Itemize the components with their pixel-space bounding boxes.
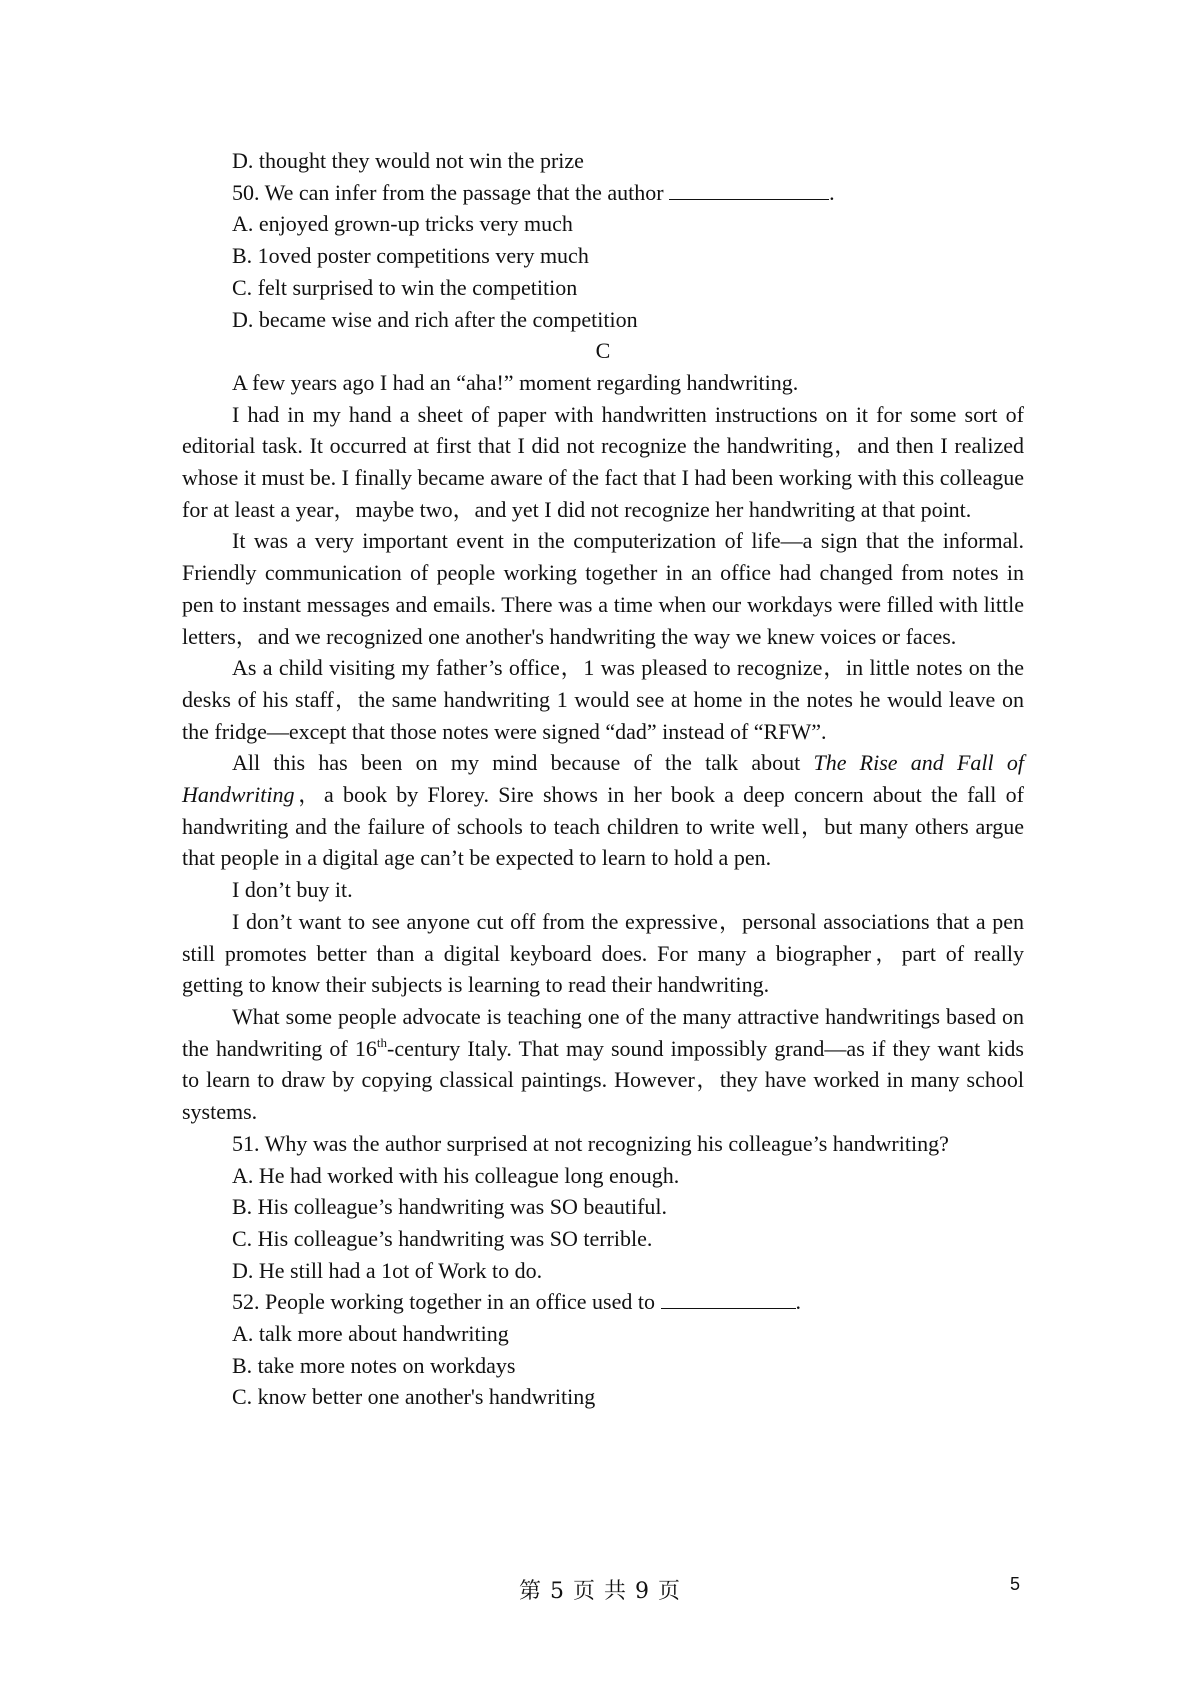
- section-label: C: [595, 338, 611, 364]
- p8-text-b: -century Italy. That may sound impossibly grand—as if they want kids to learn to draw by copying classical paintings. However，they have worked in many school systems.: [182, 1035, 1024, 1125]
- page-footer: 第 5 页 共 9 页: [519, 1579, 681, 1604]
- q52-stem: [182, 1286, 1024, 1318]
- q51-option-a: A. He had worked with his colleague long enough.: [232, 1162, 680, 1188]
- passage-paragraph-8: [182, 1001, 1024, 1128]
- p5-text-a: All this has been on my mind because of the talk about: [232, 750, 814, 776]
- q52-stem-text: 52. People working together in an office used to: [232, 1289, 655, 1315]
- p8-superscript: th: [376, 1034, 388, 1050]
- passage-paragraph-4: As a child visiting my father’s office，1 was pleased to recognize，in little notes on the desks of his staff，the same handwriting 1 would see at home in the notes he would leave on the fridge—except that those notes were signed “dad” instead of “RFW”.: [182, 655, 1024, 744]
- q50-option-c: C. felt surprised to win the competition: [232, 274, 578, 300]
- q52-stem-end: .: [795, 1289, 801, 1315]
- answer-blank: [669, 179, 829, 200]
- q50-stem-text: 50. We can infer from the passage that the author: [232, 179, 664, 205]
- passage-paragraph-5: [182, 747, 1024, 874]
- q51-stem: 51. Why was the author surprised at not recognizing his colleague’s handwriting?: [232, 1130, 949, 1156]
- page-number: 5: [1010, 1574, 1021, 1594]
- q52-option-b: B. take more notes on workdays: [232, 1352, 516, 1378]
- q51-option-b: B. His colleague’s handwriting was SO beautiful.: [232, 1194, 668, 1220]
- p8-text-a: What some people advocate is teaching one of the many attractive handwritings based on the handwriting of 16: [182, 1003, 1024, 1061]
- passage-paragraph-2: I had in my hand a sheet of paper with handwritten instructions on it for some sort of editorial task. It occurred at first that I did not recognize the handwriting，and then I realized whose it must be. I finally became aware of the fact that I had been working with this colleague for at least a year，maybe two，and yet I did not recognize her handwriting at that point.: [182, 401, 1024, 522]
- q51-option-c: C. His colleague’s handwriting was SO terrible.: [232, 1225, 653, 1251]
- book-title: The Rise and Fall of Handwriting: [182, 750, 1024, 808]
- q50-stem-end: .: [829, 179, 835, 205]
- q50-option-b: B. 1oved poster competitions very much: [232, 243, 589, 269]
- passage-paragraph-3: It was a very important event in the computerization of life—a sign that the informal. Friendly communication of people working together in an office had changed from notes in pen to instant messages and emails. There was a time when our workdays were filled with little letters，and we recognized one another's handwriting the way we knew voices or faces.: [182, 528, 1024, 649]
- q50-stem: [182, 177, 1024, 209]
- q50-option-d: D. became wise and rich after the competition: [232, 306, 638, 332]
- p5-text-b: ，a book by Florey. Sire shows in her book a deep concern about the fall of handwriting and the failure of schools to teach children to write well，but many others argue that people in a digital age can’t be expected to learn to hold a pen.: [182, 782, 1024, 871]
- q52-option-a: A. talk more about handwriting: [232, 1321, 509, 1347]
- passage-paragraph-7: I don’t want to see anyone cut off from the expressive，personal associations that a pen still promotes better than a digital keyboard does. For many a biographer，part of really getting to know their subjects is learning to read their handwriting.: [182, 908, 1024, 998]
- passage-paragraph-1: A few years ago I had an “aha!” moment regarding handwriting.: [232, 369, 799, 395]
- page-content: [182, 145, 1024, 1413]
- q49-option-d: D. thought they would not win the prize: [232, 148, 584, 173]
- q52-option-c: C. know better one another's handwriting: [232, 1384, 596, 1410]
- answer-blank: [661, 1288, 796, 1309]
- q50-option-a: A. enjoyed grown-up tricks very much: [232, 211, 573, 237]
- passage-paragraph-6: I don’t buy it.: [232, 877, 353, 903]
- q51-option-d: D. He still had a 1ot of Work to do.: [232, 1257, 543, 1283]
